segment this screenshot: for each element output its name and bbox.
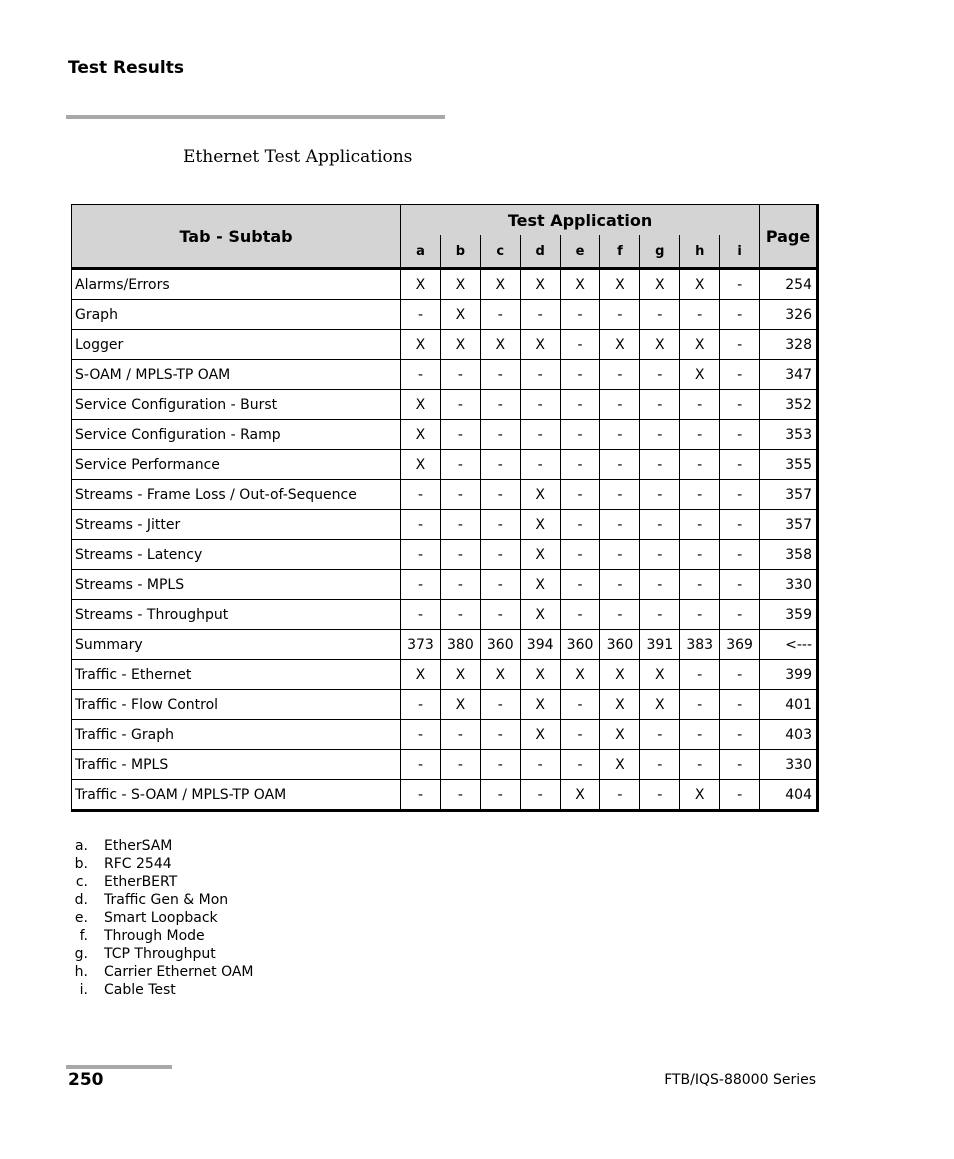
row-app-cell: -	[440, 720, 480, 750]
row-app-cell: -	[480, 450, 520, 480]
row-app-cell: -	[401, 750, 441, 780]
row-app-cell: X	[480, 270, 520, 300]
header-app-letter: d	[520, 235, 560, 268]
footnote-text: EtherBERT	[104, 874, 178, 890]
footnote-text: RFC 2544	[104, 856, 172, 872]
footnote-item	[68, 837, 254, 855]
row-app-cell: X	[440, 270, 480, 300]
footnote-letter: b.	[74, 856, 88, 872]
row-app-cell: X	[640, 330, 680, 360]
row-tab-subtab: Service Configuration - Burst	[72, 390, 401, 420]
row-app-cell: -	[640, 570, 680, 600]
row-app-cell: X	[401, 660, 441, 690]
page-number: 250	[68, 1070, 104, 1090]
footnote-letter: h.	[74, 964, 88, 980]
row-app-cell: -	[560, 540, 600, 570]
row-app-cell: -	[680, 690, 720, 720]
row-app-cell: X	[440, 660, 480, 690]
row-app-cell: -	[480, 720, 520, 750]
row-app-cell: -	[720, 480, 760, 510]
row-app-cell: X	[640, 660, 680, 690]
row-app-cell: -	[520, 750, 560, 780]
row-app-cell: X	[560, 780, 600, 811]
row-app-cell: -	[600, 360, 640, 390]
row-app-cell: X	[600, 270, 640, 300]
row-app-cell: -	[720, 690, 760, 720]
row-app-cell: -	[680, 720, 720, 750]
table-caption: Ethernet Test Applications	[183, 147, 413, 167]
row-app-cell: X	[520, 540, 560, 570]
table-row	[72, 450, 818, 480]
row-app-cell: -	[600, 450, 640, 480]
row-app-cell: -	[600, 390, 640, 420]
footnote-item	[68, 927, 254, 945]
row-app-cell: X	[480, 330, 520, 360]
row-app-cell: -	[401, 300, 441, 330]
row-app-cell: -	[480, 780, 520, 811]
table-row	[72, 570, 818, 600]
row-app-cell: -	[401, 600, 441, 630]
row-app-cell: X	[600, 750, 640, 780]
row-app-cell: 383	[680, 630, 720, 660]
row-app-cell: -	[560, 750, 600, 780]
footnote-text: Cable Test	[104, 982, 176, 998]
row-app-cell: -	[560, 480, 600, 510]
row-page: 355	[760, 450, 818, 480]
row-app-cell: X	[520, 570, 560, 600]
product-series: FTB/IQS-88000 Series	[664, 1072, 816, 1088]
header-app-letter: h	[680, 235, 720, 268]
table-row	[72, 420, 818, 450]
row-page: 330	[760, 570, 818, 600]
row-app-cell: -	[640, 780, 680, 811]
row-tab-subtab: Graph	[72, 300, 401, 330]
row-tab-subtab: Logger	[72, 330, 401, 360]
row-page: 359	[760, 600, 818, 630]
row-page: 357	[760, 480, 818, 510]
row-app-cell: X	[401, 390, 441, 420]
header-app-letter: i	[720, 235, 760, 268]
row-app-cell: X	[520, 600, 560, 630]
row-app-cell: X	[640, 270, 680, 300]
table-row	[72, 510, 818, 540]
row-app-cell: -	[720, 540, 760, 570]
row-tab-subtab: Traffic - Ethernet	[72, 660, 401, 690]
row-app-cell: -	[440, 390, 480, 420]
table-row	[72, 780, 818, 811]
row-tab-subtab: Traffic - S-OAM / MPLS-TP OAM	[72, 780, 401, 811]
row-app-cell: -	[720, 600, 760, 630]
footnote-text: TCP Throughput	[104, 946, 216, 962]
row-app-cell: -	[600, 420, 640, 450]
row-tab-subtab: Streams - Latency	[72, 540, 401, 570]
row-tab-subtab: S-OAM / MPLS-TP OAM	[72, 360, 401, 390]
row-app-cell: -	[560, 360, 600, 390]
footnote-item	[68, 909, 254, 927]
row-app-cell: 391	[640, 630, 680, 660]
row-tab-subtab: Streams - Throughput	[72, 600, 401, 630]
row-page: 328	[760, 330, 818, 360]
header-page: Page	[760, 205, 818, 269]
row-app-cell: X	[600, 660, 640, 690]
row-app-cell: -	[640, 750, 680, 780]
row-tab-subtab: Streams - MPLS	[72, 570, 401, 600]
footnote-text: EtherSAM	[104, 838, 173, 854]
row-app-cell: -	[401, 540, 441, 570]
row-app-cell: -	[600, 300, 640, 330]
row-tab-subtab: Service Performance	[72, 450, 401, 480]
row-app-cell: -	[440, 600, 480, 630]
row-app-cell: -	[720, 390, 760, 420]
row-page: 401	[760, 690, 818, 720]
row-app-cell: X	[401, 270, 441, 300]
row-app-cell: -	[560, 510, 600, 540]
footnote-item	[68, 873, 254, 891]
table-row	[72, 690, 818, 720]
row-app-cell: 360	[600, 630, 640, 660]
row-app-cell: 380	[440, 630, 480, 660]
row-app-cell: -	[600, 480, 640, 510]
row-app-cell: -	[600, 510, 640, 540]
row-app-cell: -	[720, 360, 760, 390]
row-app-cell: -	[480, 690, 520, 720]
row-app-cell: -	[640, 420, 680, 450]
row-app-cell: -	[680, 570, 720, 600]
row-app-cell: X	[520, 510, 560, 540]
header-test-application: Test Application	[401, 205, 760, 236]
row-app-cell: -	[600, 600, 640, 630]
row-app-cell: X	[520, 480, 560, 510]
row-app-cell: -	[560, 720, 600, 750]
row-page: 347	[760, 360, 818, 390]
footnote-item	[68, 963, 254, 981]
row-tab-subtab: Streams - Jitter	[72, 510, 401, 540]
footnote-item	[68, 891, 254, 909]
row-app-cell: -	[440, 540, 480, 570]
table-row	[72, 390, 818, 420]
row-app-cell: -	[480, 540, 520, 570]
section-title: Test Results	[68, 58, 184, 78]
row-app-cell: X	[560, 270, 600, 300]
row-app-cell: -	[640, 540, 680, 570]
row-page: 403	[760, 720, 818, 750]
row-app-cell: -	[401, 480, 441, 510]
row-app-cell: -	[600, 570, 640, 600]
row-tab-subtab: Traffic - Flow Control	[72, 690, 401, 720]
footnote-letter: c.	[75, 874, 88, 890]
row-app-cell: -	[480, 510, 520, 540]
table-row	[72, 330, 818, 360]
footnote-text: Smart Loopback	[104, 910, 218, 926]
row-app-cell: X	[401, 330, 441, 360]
table-row	[72, 750, 818, 780]
row-app-cell: -	[520, 420, 560, 450]
row-app-cell: -	[640, 360, 680, 390]
row-app-cell: X	[401, 420, 441, 450]
row-app-cell: -	[401, 570, 441, 600]
row-app-cell: -	[720, 300, 760, 330]
row-app-cell: X	[600, 690, 640, 720]
row-app-cell: -	[520, 780, 560, 811]
row-app-cell: -	[600, 540, 640, 570]
row-app-cell: -	[480, 360, 520, 390]
row-app-cell: -	[440, 360, 480, 390]
header-tab-subtab: Tab - Subtab	[72, 205, 401, 269]
row-app-cell: -	[720, 510, 760, 540]
row-app-cell: X	[440, 300, 480, 330]
footnote-text: Through Mode	[104, 928, 205, 944]
row-app-cell: X	[520, 270, 560, 300]
footnote-list	[68, 837, 254, 999]
row-app-cell: -	[401, 360, 441, 390]
bottom-divider	[66, 1065, 172, 1069]
row-app-cell: -	[480, 300, 520, 330]
footnote-text: Carrier Ethernet OAM	[104, 964, 254, 980]
row-app-cell: X	[440, 690, 480, 720]
row-app-cell: X	[680, 330, 720, 360]
header-app-letter: e	[560, 235, 600, 268]
row-page: <---	[760, 630, 818, 660]
row-page: 357	[760, 510, 818, 540]
row-app-cell: -	[640, 600, 680, 630]
table-row	[72, 720, 818, 750]
row-app-cell: -	[520, 450, 560, 480]
row-app-cell: -	[401, 780, 441, 811]
row-app-cell: -	[560, 570, 600, 600]
row-app-cell: -	[680, 510, 720, 540]
row-app-cell: -	[440, 570, 480, 600]
row-app-cell: -	[560, 300, 600, 330]
row-page: 330	[760, 750, 818, 780]
row-app-cell: -	[680, 390, 720, 420]
row-app-cell: -	[480, 390, 520, 420]
row-app-cell: -	[600, 780, 640, 811]
row-app-cell: -	[440, 750, 480, 780]
footnote-letter: a.	[74, 838, 88, 854]
table-row	[72, 660, 818, 690]
row-app-cell: -	[640, 450, 680, 480]
header-app-letter: f	[600, 235, 640, 268]
row-app-cell: X	[520, 330, 560, 360]
row-app-cell: -	[560, 390, 600, 420]
test-application-table	[71, 204, 819, 812]
top-divider	[66, 115, 445, 119]
row-page: 352	[760, 390, 818, 420]
row-app-cell: -	[720, 270, 760, 300]
row-app-cell: 369	[720, 630, 760, 660]
row-app-cell: -	[480, 570, 520, 600]
row-app-cell: -	[640, 390, 680, 420]
row-app-cell: 360	[480, 630, 520, 660]
row-app-cell: -	[640, 510, 680, 540]
table-row	[72, 270, 818, 300]
footnote-letter: e.	[74, 910, 88, 926]
row-app-cell: -	[401, 720, 441, 750]
footnote-item	[68, 855, 254, 873]
row-app-cell: X	[520, 660, 560, 690]
row-app-cell: X	[520, 720, 560, 750]
row-app-cell: X	[680, 270, 720, 300]
row-app-cell: 360	[560, 630, 600, 660]
header-app-letter: c	[480, 235, 520, 268]
row-app-cell: -	[520, 300, 560, 330]
row-app-cell: -	[640, 300, 680, 330]
row-app-cell: -	[680, 300, 720, 330]
row-app-cell: -	[520, 360, 560, 390]
row-page: 254	[760, 270, 818, 300]
row-app-cell: X	[480, 660, 520, 690]
row-page: 358	[760, 540, 818, 570]
row-page: 399	[760, 660, 818, 690]
header-app-letter: g	[640, 235, 680, 268]
row-page: 326	[760, 300, 818, 330]
row-app-cell: X	[520, 690, 560, 720]
row-app-cell: -	[401, 690, 441, 720]
row-tab-subtab: Traffic - Graph	[72, 720, 401, 750]
row-app-cell: X	[680, 360, 720, 390]
row-tab-subtab: Summary	[72, 630, 401, 660]
row-app-cell: 373	[401, 630, 441, 660]
row-app-cell: -	[680, 450, 720, 480]
row-app-cell: -	[560, 690, 600, 720]
row-app-cell: X	[640, 690, 680, 720]
row-app-cell: 394	[520, 630, 560, 660]
row-app-cell: -	[480, 750, 520, 780]
row-app-cell: -	[440, 480, 480, 510]
row-app-cell: X	[401, 450, 441, 480]
footnote-item	[68, 981, 254, 999]
row-app-cell: -	[720, 750, 760, 780]
row-app-cell: -	[640, 480, 680, 510]
row-app-cell: -	[440, 450, 480, 480]
row-app-cell: -	[680, 420, 720, 450]
table-row	[72, 630, 818, 660]
row-app-cell: -	[680, 750, 720, 780]
row-app-cell: -	[560, 450, 600, 480]
table-row	[72, 480, 818, 510]
row-page: 404	[760, 780, 818, 811]
row-app-cell: -	[680, 600, 720, 630]
footnote-item	[68, 945, 254, 963]
row-app-cell: -	[720, 450, 760, 480]
row-app-cell: -	[720, 780, 760, 811]
table-row	[72, 360, 818, 390]
row-app-cell: -	[720, 660, 760, 690]
row-app-cell: -	[440, 420, 480, 450]
table-row	[72, 540, 818, 570]
footnote-letter: g.	[74, 946, 88, 962]
row-app-cell: -	[480, 420, 520, 450]
row-app-cell: -	[720, 720, 760, 750]
row-app-cell: X	[680, 780, 720, 811]
row-page: 353	[760, 420, 818, 450]
row-app-cell: X	[600, 720, 640, 750]
row-app-cell: -	[720, 420, 760, 450]
row-app-cell: -	[440, 780, 480, 811]
row-app-cell: -	[520, 390, 560, 420]
row-app-cell: X	[600, 330, 640, 360]
footnote-letter: i.	[79, 982, 88, 998]
row-app-cell: -	[720, 330, 760, 360]
header-app-letter: b	[440, 235, 480, 268]
row-app-cell: -	[480, 480, 520, 510]
row-app-cell: -	[680, 540, 720, 570]
row-app-cell: -	[560, 600, 600, 630]
row-app-cell: X	[440, 330, 480, 360]
row-app-cell: -	[640, 720, 680, 750]
footnote-text: Traffic Gen & Mon	[104, 892, 229, 908]
header-app-letter: a	[401, 235, 441, 268]
row-tab-subtab: Streams - Frame Loss / Out-of-Sequence	[72, 480, 401, 510]
row-tab-subtab: Service Configuration - Ramp	[72, 420, 401, 450]
footnote-letter: f.	[79, 928, 88, 944]
row-tab-subtab: Traffic - MPLS	[72, 750, 401, 780]
row-app-cell: -	[560, 330, 600, 360]
row-app-cell: -	[401, 510, 441, 540]
table-row	[72, 300, 818, 330]
row-app-cell: X	[560, 660, 600, 690]
table-row	[72, 600, 818, 630]
row-tab-subtab: Alarms/Errors	[72, 270, 401, 300]
footnote-letter: d.	[74, 892, 88, 908]
row-app-cell: -	[440, 510, 480, 540]
row-app-cell: -	[680, 480, 720, 510]
row-app-cell: -	[560, 420, 600, 450]
row-app-cell: -	[680, 660, 720, 690]
row-app-cell: -	[480, 600, 520, 630]
row-app-cell: -	[720, 570, 760, 600]
